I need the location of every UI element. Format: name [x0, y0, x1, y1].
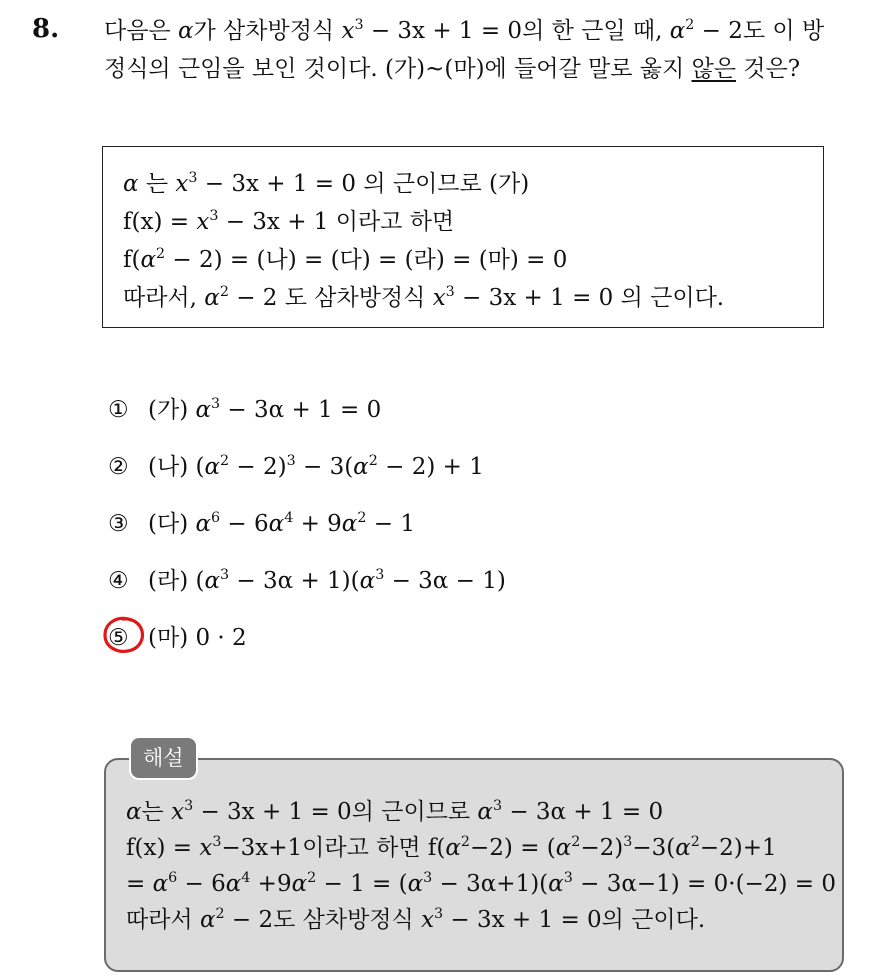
alpha-symbol: α — [225, 871, 242, 897]
exponent: 2 — [357, 510, 367, 527]
alpha-symbol: α — [152, 871, 169, 897]
exponent: 3 — [211, 396, 221, 413]
x-symbol: x — [175, 171, 189, 197]
exponent: 6 — [168, 870, 178, 887]
exponent: 4 — [284, 510, 294, 527]
stem-text: 가 삼차방정식 — [193, 18, 342, 44]
explanation-text: f(x) = — [126, 835, 200, 861]
exponent: 2 — [156, 246, 166, 263]
exponent: 2 — [219, 284, 229, 301]
explanation-tag: 해설 — [129, 736, 198, 780]
stem-equation: − 3x + 1 = 0 — [363, 18, 523, 44]
exponent: 3 — [286, 453, 296, 470]
proof-text: f(x) = — [123, 209, 197, 235]
proof-text: 는 — [138, 171, 176, 197]
choice-label: (마) — [148, 625, 189, 651]
exponent: 3 — [445, 284, 455, 301]
explanation-text: − 3α+1)( — [432, 871, 549, 897]
proof-line-2 — [123, 203, 823, 241]
stem-text: 것은? — [735, 56, 801, 82]
choice-number: ② — [108, 454, 129, 480]
proof-box — [102, 146, 824, 328]
exponent: 2 — [571, 834, 581, 851]
choice-text: − 3( — [295, 454, 354, 480]
proof-text: − 3x + 1 = 0 의 근이므로 (가) — [197, 171, 530, 197]
explanation-text: +9 — [250, 871, 292, 897]
alpha-symbol: α — [359, 568, 376, 594]
explanation-text: −3( — [632, 835, 676, 861]
explanation-text: − 2도 삼차방정식 — [224, 907, 422, 933]
alpha-symbol: α — [268, 511, 285, 537]
proof-line-1 — [123, 165, 823, 203]
stem-text: − 2도 이 방 — [694, 18, 825, 44]
choice-label: (가) — [148, 397, 189, 423]
exponent: 2 — [690, 834, 700, 851]
alpha-symbol: α — [445, 835, 461, 861]
alpha-symbol: α — [204, 454, 221, 480]
alpha-symbol: α — [555, 835, 572, 861]
alpha-symbol: α — [204, 568, 221, 594]
proof-text: − 3x + 1 이라고 하면 — [218, 209, 455, 235]
proof-text: − 2) = (나) = (다) = (라) = (마) = 0 — [165, 247, 568, 273]
choice-label: (라) — [148, 568, 189, 594]
choice-5[interactable] — [108, 618, 506, 675]
alpha-symbol: α — [291, 871, 308, 897]
choice-label: (나) — [148, 454, 189, 480]
exponent: 3 — [209, 208, 219, 225]
exponent: 2 — [685, 17, 695, 34]
answer-choices — [108, 390, 506, 675]
choice-text: − 2) — [229, 454, 287, 480]
explanation-text: = — [126, 871, 153, 897]
choice-number: ⑤ — [108, 625, 129, 651]
alpha-symbol: α — [477, 799, 493, 825]
explanation-text: − 3x + 1 = 0의 근이다. — [443, 907, 706, 933]
alpha-symbol: α — [140, 247, 157, 273]
exponent: 6 — [211, 510, 221, 527]
explanation-line-3 — [126, 866, 842, 902]
proof-line-3 — [123, 241, 823, 279]
choice-text: − 3α + 1 = 0 — [220, 397, 382, 423]
explanation-text: − 6 — [177, 871, 226, 897]
explanation-text: − 3x + 1 = 0의 근이므로 — [193, 799, 478, 825]
choice-3[interactable] — [108, 504, 506, 561]
explanation-text: − 3α−1) = 0·(−2) = 0 — [572, 871, 836, 897]
choice-text: + 9 — [293, 511, 342, 537]
proof-text: − 2 도 삼차방정식 — [228, 285, 433, 311]
red-circle-mark-icon — [101, 614, 147, 656]
exponent: 3 — [492, 798, 503, 815]
explanation-text: −3x+1이라고 하면 f( — [221, 835, 446, 861]
exponent: 3 — [375, 567, 385, 584]
alpha-symbol: α — [177, 18, 194, 44]
choice-4[interactable] — [108, 561, 506, 618]
choice-number: ③ — [108, 511, 129, 537]
alpha-symbol: α — [669, 18, 686, 44]
alpha-symbol: α — [199, 907, 216, 933]
explanation-text: −2)+1 — [699, 835, 777, 861]
exponent: 3 — [423, 870, 433, 887]
explanation-line-2 — [126, 830, 842, 866]
exponent: 3 — [220, 567, 230, 584]
exponent: 2 — [215, 906, 225, 923]
explanation-text: − 1 = ( — [316, 871, 408, 897]
exponent: 2 — [368, 453, 378, 470]
alpha-symbol: α — [195, 511, 212, 537]
x-symbol: x — [432, 285, 446, 311]
exponent: 3 — [354, 17, 364, 34]
exponent: 3 — [184, 798, 194, 815]
explanation-text: −2) = ( — [470, 835, 556, 861]
choice-text: 0 · 2 — [195, 625, 247, 651]
choice-text: − 2) + 1 — [377, 454, 484, 480]
exponent: 3 — [623, 834, 633, 851]
stem-text: 의 한 근일 때, — [522, 18, 670, 44]
alpha-symbol: α — [123, 171, 139, 197]
stem-text: 정식의 근임을 보인 것이다. (가)~(마)에 들어갈 말로 옳지 — [104, 56, 692, 82]
exponent: 3 — [212, 834, 222, 851]
choice-text: ( — [195, 454, 205, 480]
proof-text: 따라서, — [123, 285, 205, 311]
proof-text: f( — [123, 247, 141, 273]
exponent: 3 — [188, 170, 198, 187]
x-symbol: x — [171, 799, 185, 825]
explanation-text: − 3α + 1 = 0 — [502, 799, 664, 825]
alpha-symbol: α — [407, 871, 424, 897]
proof-line-4 — [123, 279, 823, 317]
proof-text: − 3x + 1 = 0 의 근이다. — [454, 285, 725, 311]
exponent: 3 — [434, 906, 444, 923]
alpha-symbol: α — [675, 835, 691, 861]
alpha-symbol: α — [126, 799, 142, 825]
alpha-symbol: α — [353, 454, 369, 480]
choice-2[interactable] — [108, 447, 506, 504]
choice-text: − 3α − 1) — [384, 568, 506, 594]
choice-number: ① — [108, 397, 129, 423]
alpha-symbol: α — [548, 871, 564, 897]
question-number: 8. — [32, 14, 60, 44]
explanation-text: −2) — [580, 835, 624, 861]
choice-text: − 3α + 1)( — [229, 568, 360, 594]
exponent: 3 — [563, 870, 573, 887]
stem-text: 다음은 — [104, 18, 178, 44]
x-symbol: x — [199, 835, 213, 861]
x-symbol: x — [196, 209, 210, 235]
explanation-box — [104, 758, 844, 972]
alpha-symbol: α — [195, 397, 212, 423]
exponent: 2 — [460, 834, 470, 851]
exponent: 2 — [307, 870, 317, 887]
choice-label: (다) — [148, 511, 189, 537]
choice-text: − 1 — [366, 511, 415, 537]
alpha-symbol: α — [341, 511, 358, 537]
x-symbol: x — [421, 907, 435, 933]
explanation-line-1 — [126, 794, 842, 830]
question-stem — [104, 12, 874, 88]
explanation-line-4 — [126, 902, 842, 938]
x-symbol: x — [341, 18, 355, 44]
choice-1[interactable] — [108, 390, 506, 447]
explanation-text: 는 — [141, 799, 172, 825]
exponent: 2 — [220, 453, 230, 470]
choice-text: − 6 — [220, 511, 269, 537]
choice-text: ( — [195, 568, 205, 594]
exponent: 4 — [241, 870, 251, 887]
explanation-text: 따라서 — [126, 907, 200, 933]
choice-number: ④ — [108, 568, 129, 594]
stem-underlined-word: 않은 — [691, 56, 736, 82]
alpha-symbol: α — [204, 285, 220, 311]
